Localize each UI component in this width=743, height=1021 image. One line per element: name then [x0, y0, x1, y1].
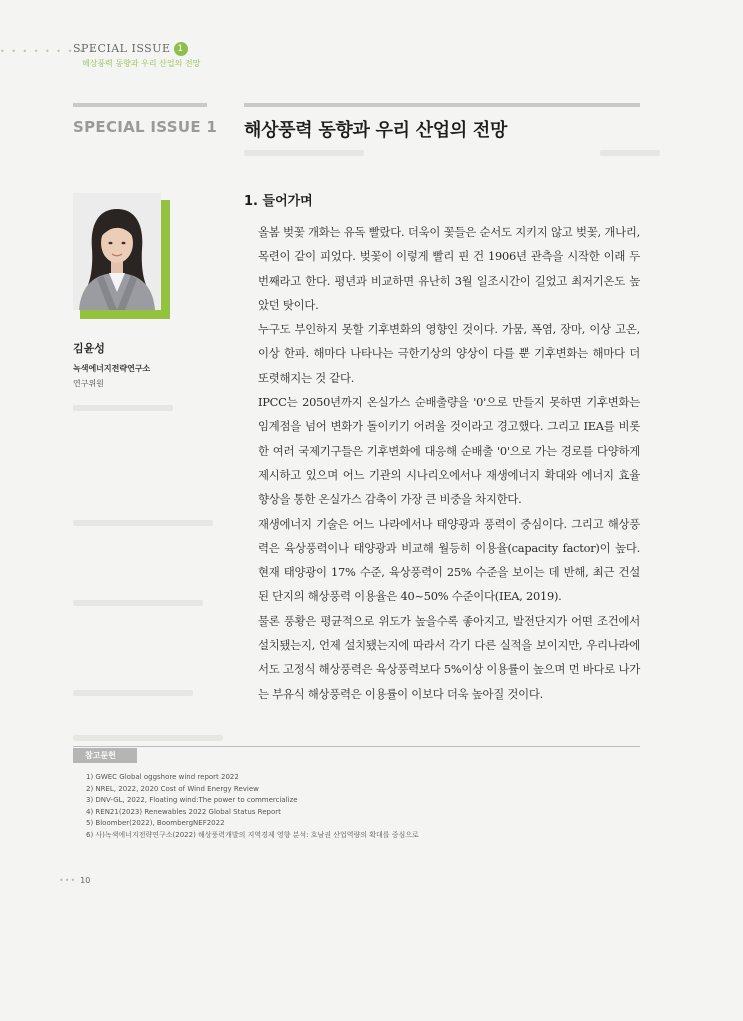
paragraph: 물론 풍황은 평균적으로 위도가 높을수록 좋아지고, 발전단지가 어떤 조건에서 설치됐는지, 언제 설치됐는지에 따라서 각기 다른 실적을 보이지만, 우리나라에서도 고정식 해상풍력은 육상풍력보다 5%이상 이용률이 높으며 먼 바다로 나가는 부유식 해상풍력은 이용률이 이보다 더욱 높아질 것이다.	[258, 613, 640, 701]
reference-item: 6) 사)녹색에너지전략연구소(2022) 해상풍력개발의 지역경제 영향 분석: 호남권 산업역량의 확대를 중심으로	[86, 830, 419, 839]
author-organization: 녹색에너지전략연구소	[73, 364, 151, 373]
page-number-dots: •••	[59, 876, 77, 885]
bleed-through	[244, 150, 364, 156]
title-rule-left	[73, 103, 207, 107]
bleed-through	[73, 690, 193, 696]
paragraph: 올봄 벚꽃 개화는 유독 빨랐다. 더욱이 꽃들은 순서도 지키지 않고 벚꽃, 개나리, 목련이 같이 피었다. 벚꽃이 이렇게 빨리 핀 건 1906년 관측을 시작한 이래 두 번째라고 한다. 평년과 비교하면 유난히 3월 일조시간이 길었고 최저기온도 높았던 탓이다.	[258, 225, 640, 312]
author-name: 김윤성	[73, 342, 105, 355]
author-photo	[73, 193, 161, 310]
article-body	[258, 220, 640, 706]
title-rule-right	[244, 103, 640, 107]
author-photo-frame	[73, 193, 163, 314]
bleed-through	[600, 150, 660, 156]
bleed-through	[73, 600, 203, 606]
author-portrait-icon	[73, 193, 161, 310]
paragraph: IPCC는 2050년까지 온실가스 순배출량을 '0'으로 만들지 못하면 기후변화는 임계점을 넘어 변화가 돌이키기 어려울 것이라고 경고했다. 그리고 IEA를 비롯한 여러 국제기구들은 기후변화에 대응해 순배출 '0'으로 가는 경로를 다양하게 제시하고 있으며 어느 기관의 시나리오에서나 재생에너지 확대와 에너지 효율 향상을 통한 온실가스 감축이 가장 큰 비중을 차지한다.	[258, 395, 640, 507]
section-heading: 1. 들어가며	[244, 194, 313, 209]
page-number	[59, 876, 90, 885]
reference-item: 4) REN21(2023) Renewables 2022 Global Status Report	[86, 807, 281, 816]
header-title	[73, 42, 188, 56]
reference-item: 5) Bloomber(2022), BoombergNEF2022	[86, 819, 225, 828]
bleed-through	[73, 520, 213, 526]
references-rule	[73, 746, 640, 747]
bleed-through	[73, 735, 223, 741]
header-subtitle: 해상풍력 동향과 우리 산업의 전망	[82, 59, 201, 68]
running-header	[0, 38, 300, 74]
section-label: SPECIAL ISSUE 1	[73, 118, 218, 136]
reference-item: 1) GWEC Global oggshore wind report 2022	[86, 773, 239, 781]
reference-item: 3) DNV-GL, 2022, Floating wind:The power to commercialize	[86, 796, 298, 805]
author-role: 연구위원	[73, 379, 104, 388]
bleed-through	[73, 405, 173, 411]
header-issue-number: 1	[174, 42, 188, 56]
references-list	[86, 772, 419, 842]
paragraph: 누구도 부인하지 못할 기후변화의 영향인 것이다. 가뭄, 폭염, 장마, 이상 고온, 이상 한파. 해마다 나타나는 극한기상의 양상이 다를 뿐 기후변화는 해마다 더 또렷해지는 것 같다.	[258, 322, 640, 385]
page-number-value: 10	[80, 876, 91, 885]
header-dots: • • • • • • • • •	[0, 47, 97, 56]
references-label: 참고문헌	[73, 748, 137, 763]
reference-item: 2) NREL, 2022, 2020 Cost of Wind Energy Review	[86, 784, 259, 793]
header-title-text: SPECIAL ISSUE	[73, 42, 171, 55]
paragraph: 재생에너지 기술은 어느 나라에서나 태양광과 풍력이 중심이다. 그리고 해상풍력은 육상풍력이나 태양광과 비교해 월등히 이용율(capacity factor)이 높다. 현재 태양광이 17% 수준, 육상풍력이 25% 수준을 보이는 데 반해, 최근 건설된 단지의 해상풍력 이용율은 40~50% 수준이다(IEA, 2019).	[258, 516, 640, 604]
page-title: 해상풍력 동향과 우리 산업의 전망	[244, 120, 508, 141]
